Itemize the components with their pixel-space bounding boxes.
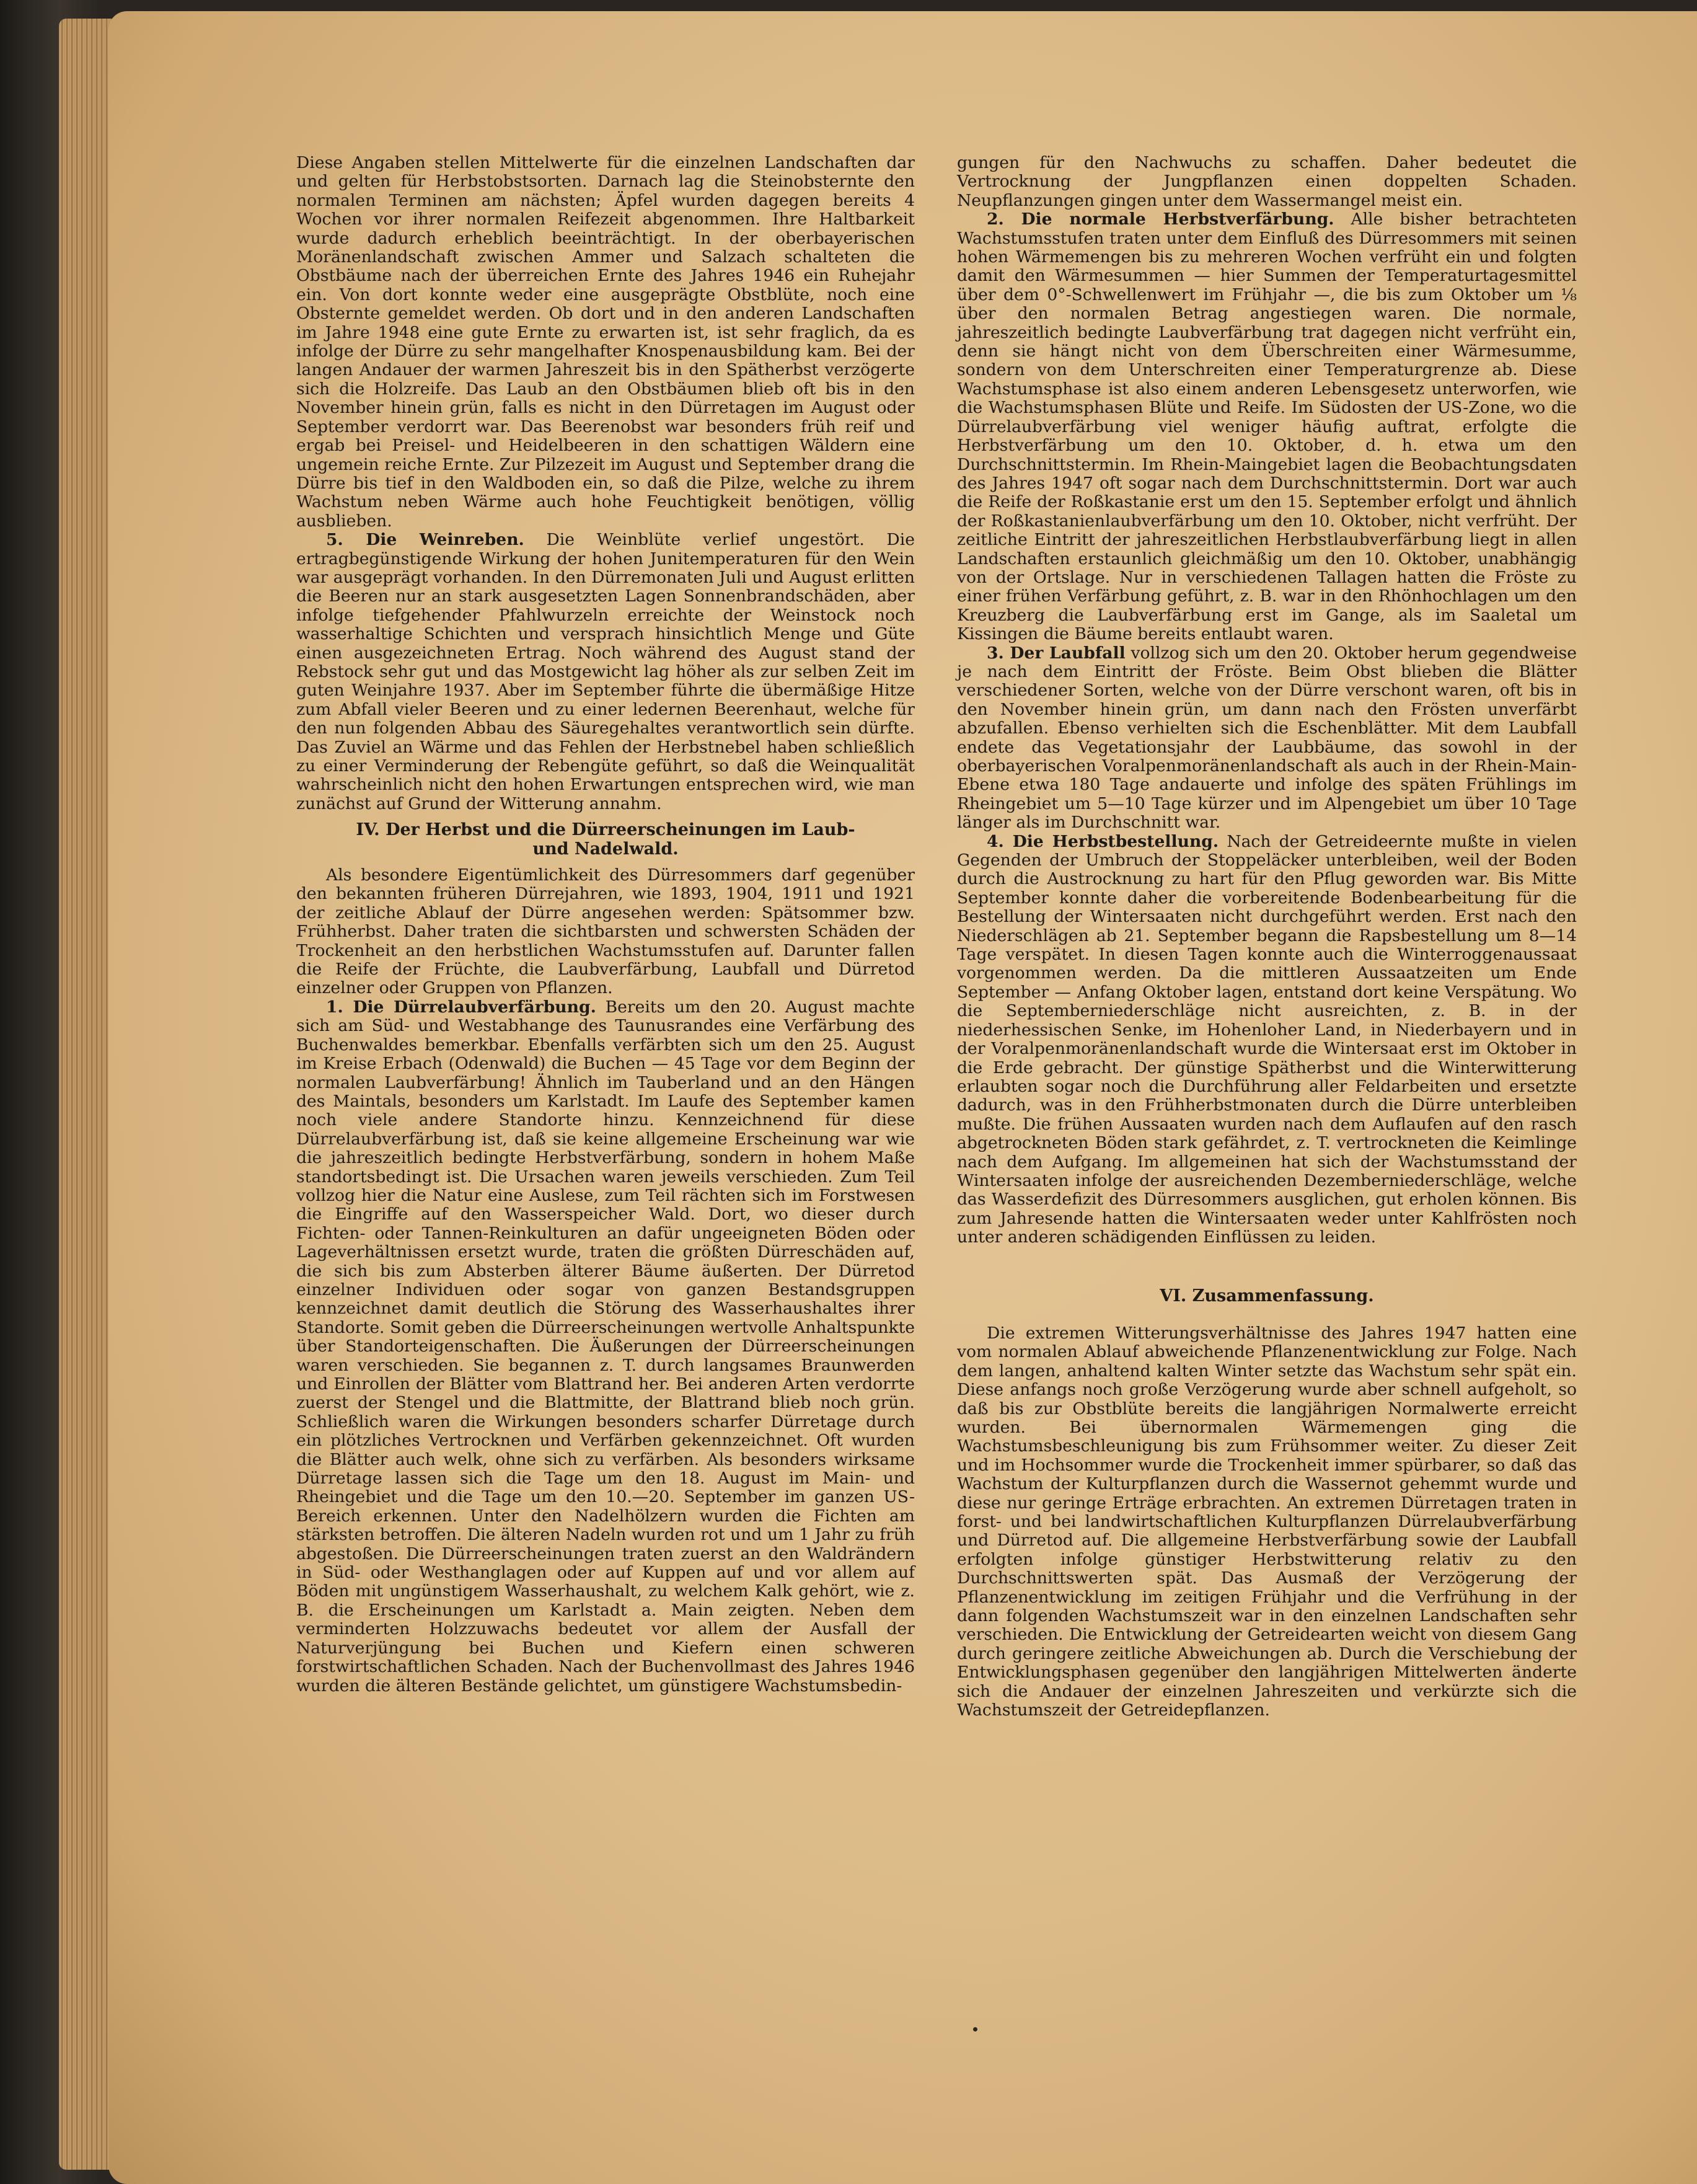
section-heading-iv: [296, 821, 915, 859]
left-text-column: [296, 154, 915, 1695]
herbstverfaerbung-heading: 2. Die normale Herbstverfärbung.: [987, 210, 1334, 229]
paragraph-continued: gungen für den Nachwuchs zu schaffen. Daher bedeutet die Vertrocknung der Jungpflanzen einen doppelten Schaden. Neupflanzungen gingen unter dem Wassermangel meist ein.: [957, 153, 1577, 210]
herbstbestellung-text: Nach der Getreideernte mußte in vielen Gegenden der Umbruch der Stoppeläcker unterbleiben, weil der Boden durch die Austrocknung zu hart für den Pflug geworden war. Bis Mitte September konnte daher die vorbereitende Bodenbearbeitung für die Bestellung der Wintersaaten nicht durchgeführt werden. Erst nach den Niederschlägen ab 21. September begann die Rapsbestellung um 8—14 Tage verspätet. In diesen Tagen konnte auch die Winterroggenaussaat vorgenommen werden. Da die mittleren Aussaatzeiten um Ende September — Anfang Oktober lagen, entstand dort keine Verspätung. Wo die Septemberniederschläge nicht ausreichten, z. B. in der niederhessischen Senke, im Hohenloher Land, in Niederbayern und in der Voralpenmoränenlandschaft wurde die Wintersaat erst im Oktober in die Erde gebracht. Der günstige Spätherbst und die Winterwitterung erlaubten sogar noch die Durchführung aller Feldarbeiten und ersetzte dadurch, was in den Frühherbstmonaten durch die Dürre unterbleiben mußte. Die frühen Aussaaten wurden nach dem Auflaufen auf den rasch abgetrockneten Böden stark gefährdet, z. T. vertrockneten die Keimlinge nach dem Aufgang. Im allgemeinen hat sich der Wachstumsstand der Wintersaaten infolge der ausreichenden Dezemberniederschläge, welche das Wasserdefizit des Dürresommers ausglichen, gut erholen können. Bis zum Jahresende hatten die Wintersaaten weder unter Kahlfrösten noch unter anderen schädigenden Einflüssen zu leiden.: [957, 831, 1577, 1247]
right-text-column: [957, 154, 1577, 1720]
laubfall-heading: 3. Der Laubfall: [987, 643, 1126, 663]
herbstbestellung-heading: 4. Die Herbstbestellung.: [987, 831, 1219, 851]
duerrelaub-heading: 1. Die Dürrelaubverfärbung.: [326, 997, 596, 1017]
section-heading-iv-line1: IV. Der Herbst und die Dürreerscheinungen im Laub-: [356, 820, 855, 840]
duerrelaub-text: Bereits um den 20. August machte sich am Süd- und Westabhange des Taunusrandes eine Verfärbung des Buchenwaldes bemerkbar. Ebenfalls verfärbten sich um den 25. August im Kreise Erbach (Odenwald) die Buchen — 45 Tage vor dem Beginn der normalen Laubverfärbung! Ähnlich im Tauberland und an den Hängen des Maintals, besonders um Karlstadt. Im Laufe des September kamen noch viele andere Standorte hinzu. Kennzeichnend für diese Dürrelaubverfärbung ist, daß sie keine allgemeine Erscheinung war wie die jahreszeitlich bedingte Herbstverfärbung, sondern in hohem Maße standortsbedingt ist. Die Ursachen waren jeweils verschieden. Zum Teil vollzog hier die Natur eine Auslese, zum Teil rächten sich im Forstwesen die Eingriffe auf den Wasserspeicher Wald. Dort, wo dieser durch Fichten- oder Tannen-Reinkulturen an dafür ungeeigneten Böden oder Lageverhältnissen ersetzt wurde, traten die größten Dürreschäden auf, die sich bis zum Absterben älterer Bäume äußerten. Der Dürretod einzelner Individuen oder sogar von ganzen Bestandsgruppen kennzeichnet damit deutlich die Störung des Wasserhaushaltes ihrer Standorte. Somit geben die Dürreerscheinungen wertvolle Anhaltspunkte über Standorteigenschaften. Die Äußerungen der Dürreerscheinungen waren verschieden. Sie begannen z. T. durch langsames Braunwerden und Einrollen der Blätter vom Blattrand her. Bei anderen Arten verdorrte zuerst der Stengel und die Blattmitte, der Blattrand blieb noch grün. Schließlich waren die Wirkungen besonders scharfer Dürretage durch ein plötzliches Vertrocknen und Verfärben gekennzeichnet. Oft wurden die Blätter auch welk, ohne sich zu verfärben. Als besonders wirksame Dürretage lassen sich die Tage um den 18. August im Main- und Rheingebiet und die Tage um den 10.—20. September im ganzen US-Bereich erkennen. Unter den Nadelhölzern wurden die Fichten am stärksten betroffen. Die älteren Nadeln wurden rot und um 1 Jahr zu früh abgestoßen. Die Dürreerscheinungen traten zuerst an den Waldrändern in Süd- oder Westhanglagen oder auf Kuppen auf und vor allem auf Böden mit ungünstigem Wasserhaushalt, zu welchem Kalk gehört, wie z. B. die Erscheinungen um Karlstadt a. Main zeigten. Neben dem verminderten Holzzuwachs bedeutet vor allem der Ausfall der Naturverjüngung bei Buchen und Kiefern einen schweren forstwirtschaftlichen Schaden. Nach der Buchenvollmast des Jahres 1946 wurden die älteren Bestände gelichtet, um günstigere Wachstumsbedin-: [296, 997, 915, 1695]
section-heading-vi: VI. Zusammenfassung.: [1160, 1286, 1374, 1306]
paragraph-weinreben: [296, 531, 915, 813]
paragraph-herbstbestellung: [957, 833, 1577, 1247]
section-heading-iv-line2: und Nadelwald.: [532, 839, 679, 859]
ink-dot: [973, 2027, 977, 2031]
paragraph-zusammenfassung: Die extremen Witterungsverhältnisse des Jahres 1947 hatten eine vom normalen Ablauf abweichende Pflanzenentwicklung zur Folge. Nach dem langen, anhaltend kalten Winter setzte das Wachstum sehr spät ein. Diese anfangs noch große Verzögerung wurde aber schnell aufgeholt, so daß bis zur Obstblüte bereits die langjährigen Normalwerte erreicht wurden. Bei übernormalen Wärmemengen ging die Wachstumsbeschleunigung bis zum Frühsommer weiter. Zu dieser Zeit und im Hochsommer wurde die Trockenheit immer spürbarer, so daß das Wachstum der Kulturpflanzen durch die Wassernot gehemmt wurde und diese nur geringe Erträge erbrachten. An extremen Dürretagen traten in forst- und bei landwirtschaftlichen Kulturpflanzen Dürrelaubverfärbung und Dürretod auf. Die allgemeine Herbstverfärbung sowie der Laubfall erfolgten infolge günstiger Herbstwitterung relativ zu den Durchschnittswerten spät. Das Ausmaß der Verzögerung der Pflanzenentwicklung im zeitigen Frühjahr und die Verfrühung in der dann folgenden Wachstumszeit war in den einzelnen Landschaften sehr verschieden. Die Entwicklung der Getreidearten weicht von diesem Gang durch geringere zeitliche Abweichungen ab. Durch die Verschiebung der Entwicklungsphasen gegenüber den langjährigen Mittelwerten änderte sich die Andauer der einzelnen Jahreszeiten und verkürzte sich die Wachstumszeit der Getreidepflanzen.: [957, 1323, 1577, 1720]
paragraph-duerrelaubverfaerbung: [296, 998, 915, 1695]
paragraph-eigentuemlichkeit: Als besondere Eigentümlichkeit des Dürresommers darf gegenüber den bekannten früheren Dürrejahren, wie 1893, 1904, 1911 und 1921 der zeitliche Ablauf der Dürre angesehen werden: Spätsommer bzw. Frühherbst. Daher traten die sichtbarsten und schwersten Schäden der Trockenheit an den herbstlichen Wachstumsstufen auf. Darunter fallen die Reife der Früchte, die Laubverfärbung, Laubfall und Dürretod einzelner oder Gruppen von Pflanzen.: [296, 865, 915, 998]
paragraph-herbstverfaerbung: [957, 210, 1577, 643]
laubfall-text: vollzog sich um den 20. Oktober herum gegendweise je nach dem Eintritt der Fröste. Beim Obst blieben die Blätter verschiedener Sorten, welche von der Dürre verschont waren, oft bis in den November hinein grün, um dann nach den Frösten unverfärbt abzufallen. Ebenso verhielten sich die Eschenblätter. Mit dem Laubfall endete das Vegetationsjahr der Laubbäume, das sowohl in der oberbayerischen Voralpenmoränenlandschaft als auch in der Rhein-Main-Ebene etwa 180 Tage andauerte und infolge des späten Frühlings im Rheingebiet um 5—10 Tage kürzer und im Alpengebiet um über 10 Tage länger als im Durchschnitt war.: [957, 643, 1577, 833]
herbstverfaerbung-text: Alle bisher betrachteten Wachstumsstufen traten unter dem Einfluß des Dürresommers mit seinen hohen Wärmemengen bis zu mehreren Wochen verfrüht ein und folgten damit den Wärmesummen — hier Summen der Temperaturtagesmittel über dem 0°-Schwellenwert im Frühjahr —, die bis zum Oktober um ⅛ über den normalen Betrag angestiegen waren. Die normale, jahreszeitlich bedingte Laubverfärbung trat dagegen nicht verfrüht ein, denn sie hängt nicht von dem Überschreiten einer Wärmesumme, sondern von dem Unterschreiten einer Temperaturgrenze ab. Diese Wachstumsphase ist also einem anderen Lebensgesetz unterworfen, wie die Wachstumsphasen Blüte und Reife. Im Südosten der US-Zone, wo die Dürrelaubverfärbung viel weniger häufig auftrat, erfolgte die Herbstverfärbung um den 10. Oktober, d. h. etwa um den Durchschnittstermin. Im Rhein-Maingebiet lagen die Beobachtungsdaten des Jahres 1947 oft sogar nach dem Durchschnittstermin. Dort war auch die Reife der Roßkastanie erst um den 15. September erfolgt und ähnlich der Roßkastanienlaubverfärbung um den 10. Oktober, nicht verfrüht. Der zeitliche Eintritt der jahreszeitlichen Herbstlaubverfärbung liegt in allen Landschaften erstaunlich gleichmäßig um den 10. Oktober, unabhängig von der Ortslage. Nur in verschiedenen Tallagen hatten die Fröste zu einer frühen Verfärbung geführt, z. B. war in den Rhönhochlagen um den Kreuzberg die Laubverfärbung erst im Gange, als im Saaletal um Kissingen die Bäume bereits entlaubt waren.: [957, 210, 1577, 644]
weinreben-text: Die Weinblüte verlief ungestört. Die ertragbegünstigende Wirkung der hohen Junitemperaturen für den Wein war ausgeprägt vorhanden. In den Dürremonaten Juli und August erlitten die Beeren nur an stark ausgesetzten Lagen Sonnenbrandschäden, aber infolge tiefgehender Pfahlwurzeln erreichte der Weinstock noch wasserhaltige Schichten und versprach hinsichtlich Menge und Güte einen ausgezeichneten Ertrag. Noch während des August stand der Rebstock sehr gut und das Mostgewicht lag höher als zur selben Zeit im guten Weinjahre 1937. Aber im September führte die übermäßige Hitze zum Abfall vieler Beeren und zu einer ledernen Beerenhaut, welche für den nun folgenden Abbau des Säuregehaltes verantwortlich sein dürfte. Das Zuviel an Wärme und das Fehlen der Herbstnebel haben schließlich zu einer Verminderung der Rebengüte geführt, so daß die Weinqualität wahrscheinlich nicht den hohen Erwartungen entsprechen wird, wie man zunächst auf Grund der Witterung annahm.: [296, 530, 915, 813]
paragraph-intro: Diese Angaben stellen Mittelwerte für die einzelnen Landschaften dar und gelten für Herbstobstsorten. Darnach lag die Steinobsternte den normalen Terminen am nächsten; Äpfel wurden dagegen bereits 4 Wochen vor ihrer normalen Reifezeit abgenommen. Ihre Haltbarkeit wurde dadurch erheblich beeinträchtigt. In der oberbayerischen Moränenlandschaft zwischen Ammer und Salzach schalteten die Obstbäume nach der überreichen Ernte des Jahres 1946 ein Ruhejahr ein. Von dort konnte weder eine ausgeprägte Obstblüte, noch eine Obsternte gemeldet werden. Ob dort und in den anderen Landschaften im Jahre 1948 eine gute Ernte zu erwarten ist, ist sehr fraglich, da es infolge der Dürre zu sehr mangelhafter Knospenausbildung kam. Bei der langen Andauer der warmen Jahreszeit bis in den Spätherbst verzögerte sich die Holzreife. Das Laub an den Obstbäumen blieb oft bis in den November hinein grün, falls es nicht in den Dürretagen im August oder September verdorrt war. Das Beerenobst war besonders früh reif und ergab bei Preisel- und Heidelbeeren in den schattigen Wäldern eine ungemein reiche Ernte. Zur Pilzezeit im August und September drang die Dürre bis tief in den Waldboden ein, so daß die Pilze, welche zu ihrem Wachstum neben Wärme auch hohe Feuchtigkeit benötigen, völlig ausblieben.: [296, 153, 915, 531]
weinreben-heading: 5. Die Weinreben.: [326, 530, 524, 550]
paragraph-laubfall: [957, 644, 1577, 833]
